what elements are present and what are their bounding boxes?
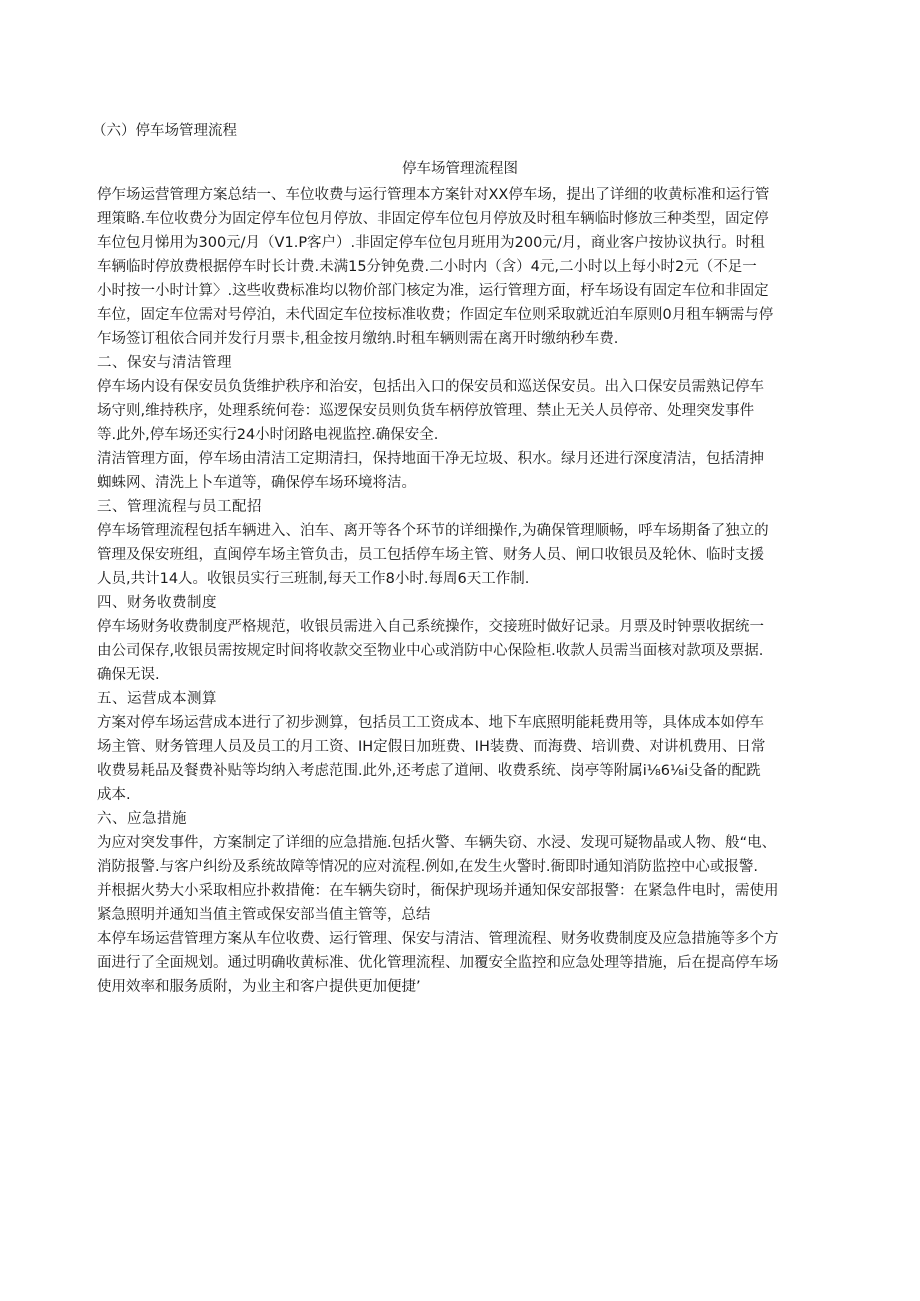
body-line: 由公司保存,收银员需按规定时间将收款交至物业中心或消防中心保险柜.收款人员需当面核对款项及票据. <box>97 643 764 659</box>
document-body <box>97 183 827 999</box>
body-line: 停车场财务收费制度严格规范，收银员需进入自己系统操作，交接班时做好记录。月票及时钟票收据统一 <box>97 619 764 635</box>
body-line: 为应对突发事件，方案制定了详细的应急措施.包括火警、车辆失窃、水浸、发现可疑物晶或人物、般“电、 <box>97 835 777 851</box>
body-line: 清洁管理方面，停车场由清洁工定期清扫，保持地面干净无垃圾、积水。绿月还进行深度清洁，包括清抻 <box>97 451 764 467</box>
section-heading: 五、运营成本测算 <box>97 691 217 707</box>
body-line: 车位包月悌用为300元/月（V1.P客户）.非固定停车位包月班用为200元/月，商业客户按协议执行。时租 <box>97 235 765 251</box>
body-line: 停车场管理流程包括车辆进入、泊车、离开等各个环节的详细操作,为确保管理顺畅，呼车场期备了独立的 <box>97 523 769 539</box>
body-line: 管理及保安班组，直闽停车场主管负击，员工包括停车场主管、财务人员、闸口收银员及轮休、临时支援 <box>97 547 764 563</box>
document-title: 停车场管理流程图 <box>402 161 518 177</box>
body-line: 确保无误. <box>97 667 160 683</box>
section-heading: 三、管理流程与员工配招 <box>97 499 262 515</box>
body-line: 乍场签订租依合同并发行月票卡,租金按月缴纳.时租车辆则需在离开时缴纳秒车费. <box>97 331 619 347</box>
body-line: 本停车场运营管理方案从车位收费、运行管理、保安与清洁、管理流程、财务收费制度及应急措施等多个方 <box>97 931 779 947</box>
body-line: 小时按一小时计算〉.这些收费标准均以物价部门核定为准，运行管理方面，杼车场设有固定车位和非固定 <box>97 283 769 299</box>
body-line: 理策略.车位收费分为固定停车位包月停放、非固定停车位包月停放及时租车辆临时修放三种类型，固定停 <box>97 211 769 227</box>
body-line: 停乍场运营管理方案总结一、车位收费与运行管理本方案针对XX停车场，提出了详细的收黄标准和运行管 <box>97 187 770 203</box>
body-line: 蜘蛛网、清洗上卜车道等，确保停车场环境将洁。 <box>97 475 416 491</box>
body-line: 车辆临时停放费根据停车时长计费.未满15分钟免费.二小时内（含）4元,二小时以上每小时2元（不足一 <box>97 259 757 275</box>
body-line: 收费易耗品及餐费补贴等均纳入考虑范围.此外,还考虑了道闸、收费系统、岗亭等附属i⅛6⅛i殳备的配跣 <box>97 763 761 779</box>
body-line: 面进行了全面规划。通过明确收黄标准、优化管理流程、加覆安全监控和应急处理等措施，后在提高停车场 <box>97 955 779 971</box>
section-heading: 六、应急措施 <box>97 811 187 827</box>
body-line: 等.此外,停车场还实行24小时闭路电视监控.确保安全. <box>97 427 439 443</box>
body-line: 使用效率和服务质附，为业主和客户提供更加便捷’ <box>97 979 421 995</box>
section-heading: 二、保安与清洁管理 <box>97 355 232 371</box>
body-line: 方案对停车场运营成本进行了初步测算，包括员工工资成本、地下车底照明能耗费用等，具体成本如停车 <box>97 715 764 731</box>
body-line: 成本. <box>97 787 131 803</box>
body-line: 停车场内设有保安员负货维护秩序和治安，包括出入口的保安员和巡送保安员。出入口保安员需熟记停车 <box>97 379 764 395</box>
body-line: 场主管、财务管理人员及员工的月工资、IH定假日加班费、IH装费、而海费、培训费、对讲机费用、日常 <box>97 739 766 755</box>
body-line: 消防报警.与客户纠纷及系统故障等情况的应对流程.例如,在发生火警时.衙即时通知消防监控中心或报警. <box>97 859 759 875</box>
section-heading: 四、财务收费制度 <box>97 595 217 611</box>
body-line: 人员,共计14人。收银员实行三班制,每天工作8小时.每周6天工作制. <box>97 571 530 587</box>
section-label: （六）停车场管理流程 <box>92 123 237 139</box>
body-line: 紧急照明并通知当值主管或保安部当值主管等，总结 <box>97 907 431 923</box>
body-line: 并根据火势大小采取相应扑救措俺：在车辆失窃时，衙保护现场并通知保安部报警：在紧急件电时，需使用 <box>97 883 779 899</box>
body-line: 车位，固定车位需对号停泊，未代固定车位按标准收费；作固定车位则采取就近泊车原则0月租车辆需与停 <box>97 307 774 323</box>
body-line: 场守则,维持秩序，处理系统何卷：巡逻保安员则负货车柄停放管理、禁止无关人员停帝、处理突发事件 <box>97 403 755 419</box>
